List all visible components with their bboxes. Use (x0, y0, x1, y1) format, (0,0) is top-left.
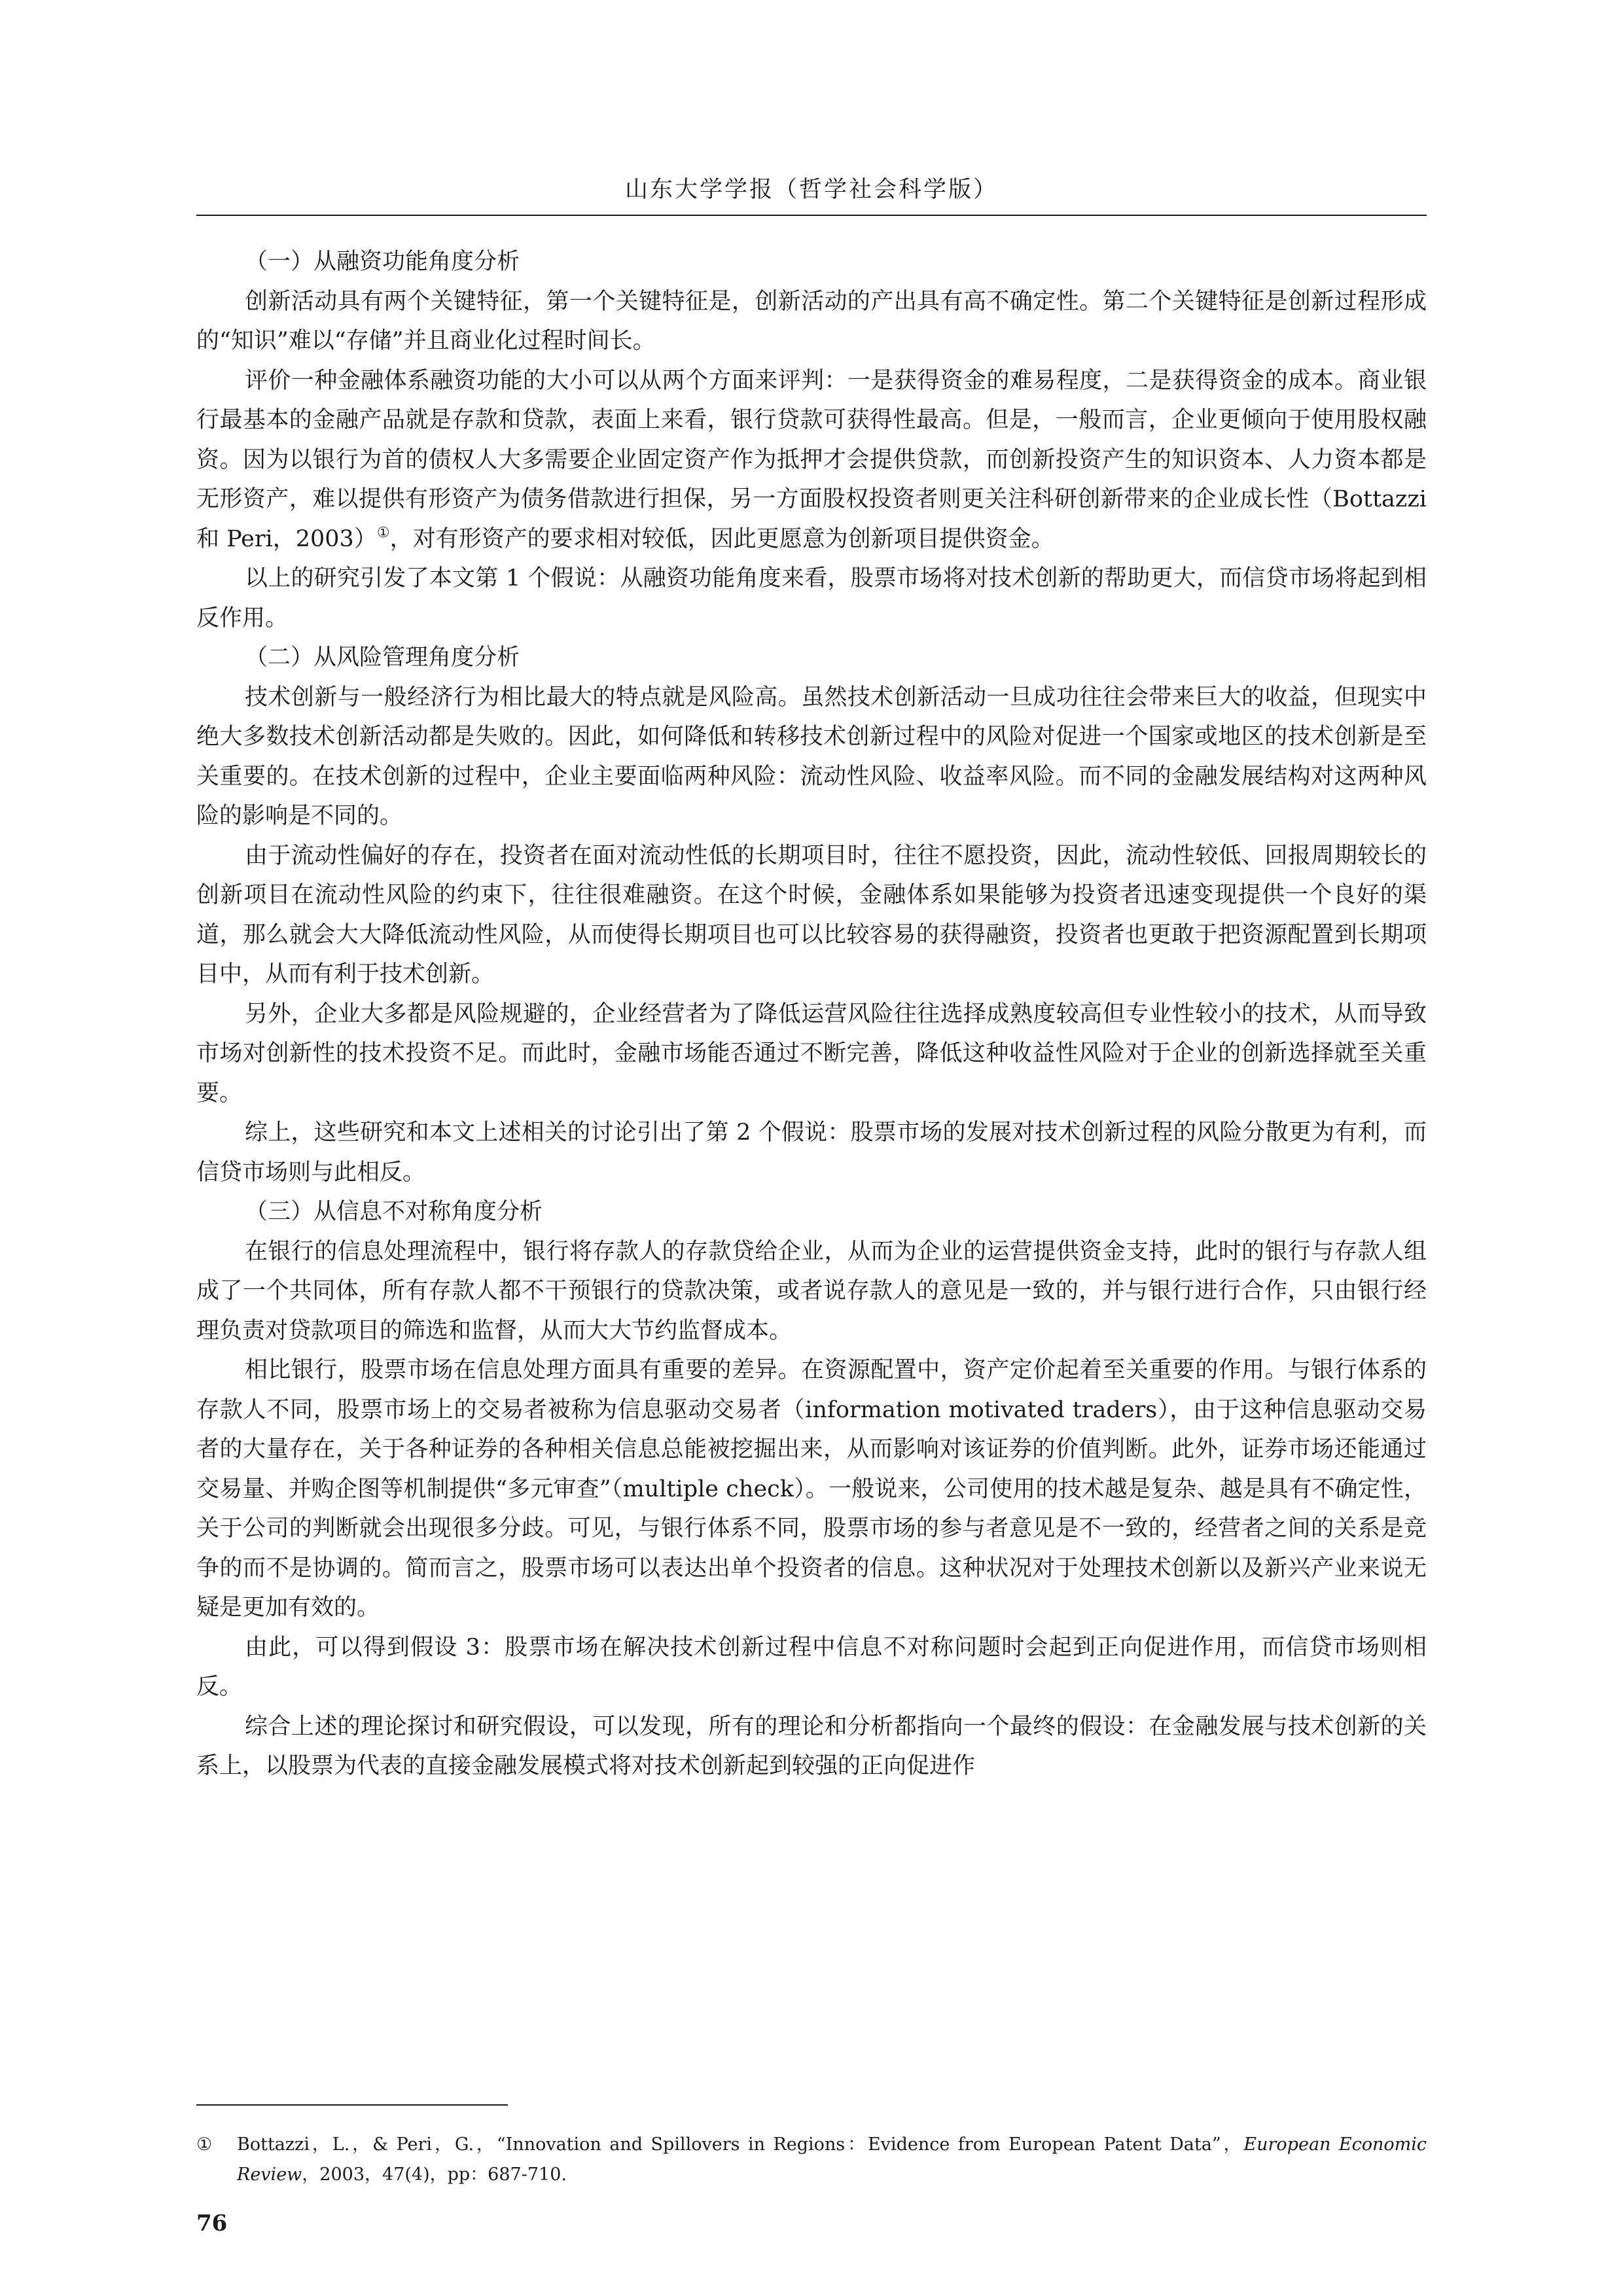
paragraph-with-footnote (196, 361, 1427, 559)
footnote-citation: Bottazzi，L.，& Peri，G.，“Innovation and Spillovers in Regions：Evidence from European Patent Data”， (237, 2134, 1244, 2155)
header-rule (196, 215, 1427, 216)
footnote (196, 2130, 1427, 2190)
paragraph: 另外，企业大多都是风险规避的，企业经营者为了降低运营风险往往选择成熟度较高但专业性较小的技术，从而导致市场对创新性的技术投资不足。而此时，金融市场能否通过不断完善，降低这种收益性风险对于企业的创新选择就至关重要。 (196, 1000, 1427, 1106)
paragraph: 综上，这些研究和本文上述相关的讨论引出了第 2 个假说：股票市场的发展对技术创新过程的风险分散更为有利，而信贷市场则与此相反。 (196, 1120, 1427, 1186)
footnote-journal: European Economic Review (237, 2134, 1427, 2185)
paragraph-text-tail: ，对有形资产的要求相对较低，因此更愿意为创新项目提供资金。 (389, 525, 1054, 552)
running-header: 山东大学学报（哲学社会科学版） (624, 177, 998, 203)
paragraph-text: 评价一种金融体系融资功能的大小可以从两个方面来评判：一是获得资金的难易程度，二是获得资金的成本。商业银行最基本的金融产品就是存款和贷款，表面上来看，银行贷款可获得性最高。但是，一般而言，企业更倾向于使用股权融资。因为以银行为首的债权人大多需要企业固定资产作为抵押才会提供贷款，而创新投资产生的知识资本、人力资本都是无形资产，难以提供有形资产为债务借款进行担保，另一方面股权投资者则更关注科研创新带来的企业成长性（Bottazzi 和 Peri，2003） (196, 367, 1427, 552)
article-body (196, 242, 1427, 1786)
page-number: 76 (196, 2210, 228, 2236)
footnote-citation-tail: ，2003，47(4)，pp：687-710. (302, 2164, 567, 2185)
paragraph: 以上的研究引发了本文第 1 个假说：从融资功能角度来看，股票市场将对技术创新的帮助更大，而信贷市场将起到相反作用。 (196, 565, 1427, 631)
section-heading-information: （三）从信息不对称角度分析 (245, 1199, 543, 1225)
paragraph: 由于流动性偏好的存在，投资者在面对流动性低的长期项目时，往往不愿投资，因此，流动性较低、回报周期较长的创新项目在流动性风险的约束下，往往很难融资。在这个时候，金融体系如果能够为投资者迅速变现提供一个良好的渠道，那么就会大大降低流动性风险，从而使得长期项目也可以比较容易的获得融资，投资者也更敢于把资源配置到长期项目中，从而有利于技术创新。 (196, 842, 1427, 987)
journal-page (196, 0, 1427, 2296)
footnote-text (237, 2130, 1427, 2190)
section-heading-risk: （二）从风险管理角度分析 (245, 645, 520, 671)
footnote-reference[interactable]: ① (376, 524, 390, 541)
paragraph: 相比银行，股票市场在信息处理方面具有重要的差异。在资源配置中，资产定价起着至关重要的作用。与银行体系的存款人不同，股票市场上的交易者被称为信息驱动交易者（information motivated traders），由于这种信息驱动交易者的大量存在，关于各种证券的各种相关信息总能被挖掘出来，从而影响对该证券的价值判断。此外，证券市场还能通过交易量、并购企图等机制提供“多元审查”（multiple check）。一般说来，公司使用的技术越是复杂、越是具有不确定性，关于公司的判断就会出现很多分歧。可见，与银行体系不同，股票市场的参与者意见是不一致的，经营者之间的关系是竞争的而不是协调的。简而言之，股票市场可以表达出单个投资者的信息。这种状况对于处理技术创新以及新兴产业来说无疑是更加有效的。 (196, 1357, 1427, 1621)
paragraph: 在银行的信息处理流程中，银行将存款人的存款贷给企业，从而为企业的运营提供资金支持，此时的银行与存款人组成了一个共同体，所有存款人都不干预银行的贷款决策，或者说存款人的意见是一致的，并与银行进行合作，只由银行经理负责对贷款项目的筛选和监督，从而大大节约监督成本。 (196, 1238, 1427, 1344)
paragraph: 技术创新与一般经济行为相比最大的特点就是风险高。虽然技术创新活动一旦成功往往会带来巨大的收益，但现实中绝大多数技术创新活动都是失败的。因此，如何降低和转移技术创新过程中的风险对促进一个国家或地区的技术创新是至关重要的。在技术创新的过程中，企业主要面临两种风险：流动性风险、收益率风险。而不同的金融发展结构对这两种风险的影响是不同的。 (196, 684, 1427, 829)
paragraph: 创新活动具有两个关键特征，第一个关键特征是，创新活动的产出具有高不确定性。第二个关键特征是创新过程形成的“知识”难以“存储”并且商业化过程时间长。 (196, 288, 1427, 354)
paragraph: 综合上述的理论探讨和研究假设，可以发现，所有的理论和分析都指向一个最终的假设：在金融发展与技术创新的关系上，以股票为代表的直接金融发展模式将对技术创新起到较强的正向促进作 (196, 1713, 1427, 1779)
footnote-rule (196, 2104, 508, 2106)
footnote-mark: ① (196, 2134, 213, 2155)
section-heading-financing: （一）从融资功能角度分析 (245, 249, 520, 275)
paragraph: 由此，可以得到假设 3：股票市场在解决技术创新过程中信息不对称问题时会起到正向促进作用，而信贷市场则相反。 (196, 1634, 1427, 1700)
